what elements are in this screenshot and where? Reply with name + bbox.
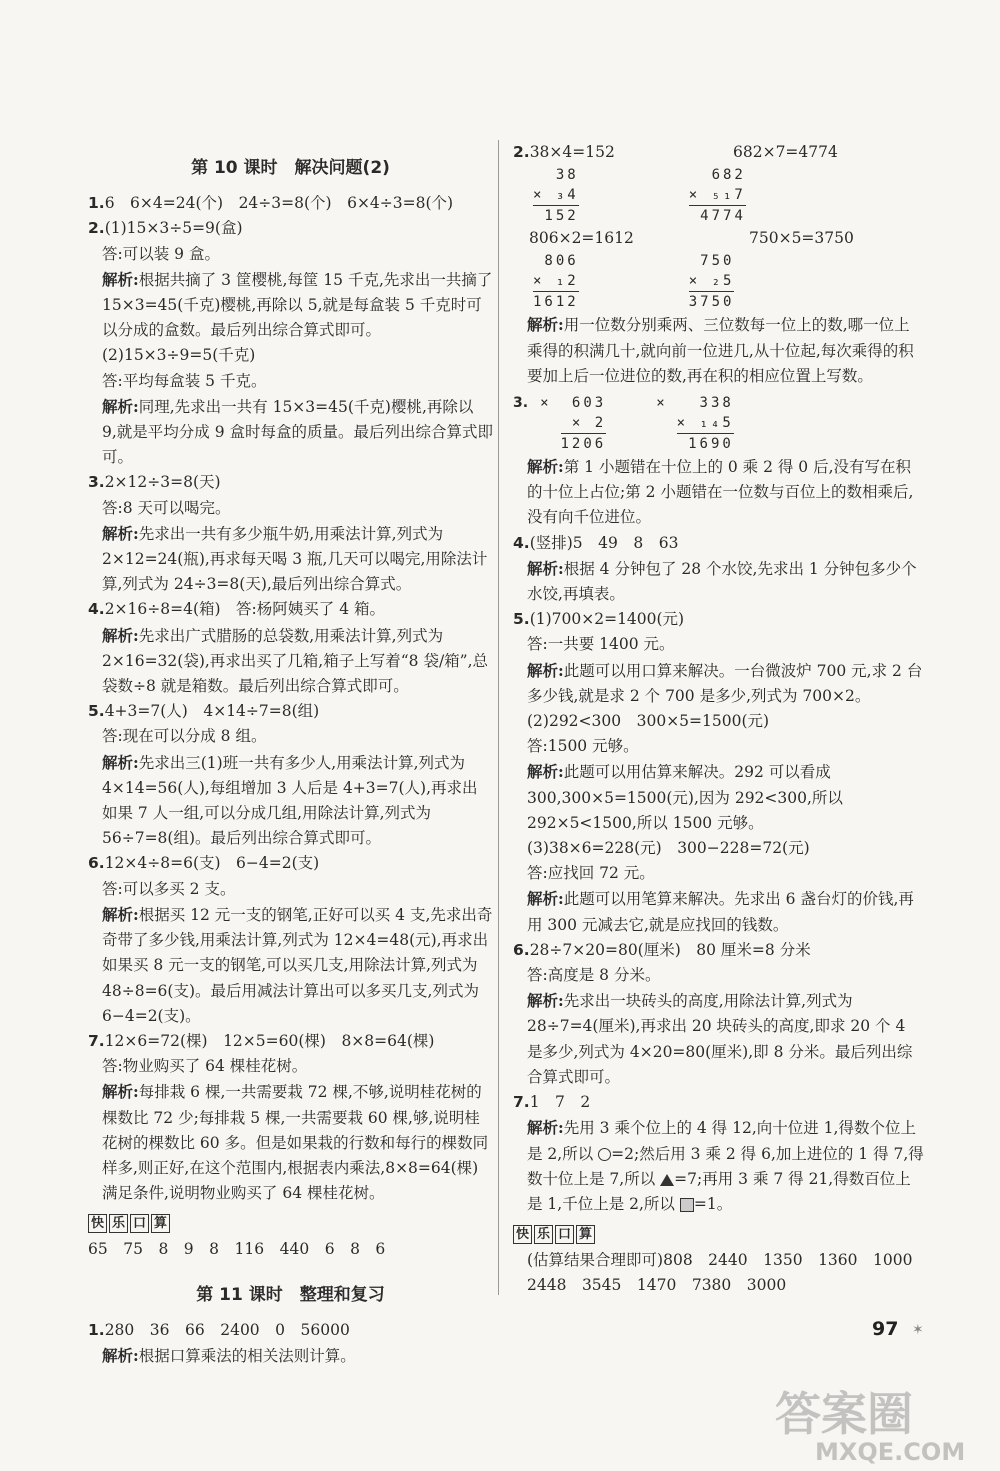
equation: 682×7=4774	[733, 143, 838, 161]
analysis: 解析:根据 4 分钟包了 28 个水饺,先求出 1 分钟包多少个水饺,再填表。	[527, 558, 917, 604]
analysis: 解析:先求出广式腊肠的总袋数,用乘法计算,列式为 2×16=32(袋),再求出买了几箱,箱子上写着“8 袋/箱”,总袋数÷8 就是箱数。最后列出综合算式即可。	[102, 625, 489, 696]
answer-text: 答:高度是 8 分米。	[527, 966, 661, 985]
answer-text: 答:现在可以分成 8 组。	[102, 727, 267, 746]
answer-3: 3. × 603 × 2 1206 × 338 × ₁₄5 1690	[513, 395, 734, 453]
page-number: 97	[872, 1318, 899, 1340]
answer-text: (2)292<300 300×5=1500(元)	[527, 712, 770, 731]
answer-7: 7.1 7 2	[513, 1093, 591, 1112]
answer-text: (2)15×3÷9=5(千克)	[102, 346, 256, 365]
analysis: 解析:此题可以用口算来解决。一台微波炉 700 元,求 2 台多少钱,就是求 2 个 700 是多少,列式为 700×2。	[527, 660, 923, 705]
answer-2: 2.(1)15×3÷5=9(盒)	[88, 219, 243, 238]
analysis: 解析:先求出一共有多少瓶牛奶,用乘法计算,列式为 2×12=24(瓶),再求每天喝 3 瓶,几天可以喝完,用除法计算,列式为 24÷3=8(天),最后列出综合算式。	[102, 523, 488, 594]
answer-text: 答:可以装 9 盒。	[102, 244, 220, 263]
left-column	[88, 150, 493, 1369]
answer-6: 6.28÷7×20=80(厘米) 80 厘米=8 分米	[513, 940, 811, 959]
right-column	[513, 140, 928, 1299]
vertical-calcs-1	[513, 165, 925, 226]
vertical-calcs-2	[513, 251, 925, 312]
answer-text: 答:应找回 72 元。	[527, 864, 655, 883]
vertical-calc: 682 × ₅₁7 4774	[688, 167, 746, 225]
star-icon: ✶	[912, 1322, 924, 1338]
answer-text: 答:8 天可以喝完。	[102, 498, 231, 517]
vertical-calc: 603 × 2 1206	[560, 395, 607, 453]
analysis: 解析:根据口算乘法的相关法则计算。	[102, 1345, 356, 1365]
answer-4: 4.2×16÷8=4(箱) 答:杨阿姨买了 4 箱。	[88, 600, 385, 619]
square-icon	[680, 1198, 694, 1212]
review-answer-1: 1.280 36 66 2400 0 56000	[88, 1320, 350, 1339]
vertical-calc: 338 × ₁₄5 1690	[676, 395, 734, 453]
answer-1: 1.6 6×4=24(个) 24÷3=8(个) 6×4÷3=8(个)	[88, 194, 454, 213]
answer-5: 5.(1)700×2=1400(元)	[513, 610, 685, 629]
analysis: 解析:此题可以用笔算来解决。先求出 6 盏台灯的价钱,再用 300 元减去它,就是应找回的钱数。	[527, 889, 914, 934]
watermark-logo	[770, 1372, 990, 1467]
analysis: 解析:先求出三(1)班一共有多少人,用乘法计算,列式为 4×14=56(人),每组增加 3 人后是 4+3=7(人),再求出如果 7 人一组,可以分成几组,用除法计算,列式为 56÷7=8(组)。最后列出综合算式即可。	[102, 752, 478, 848]
answer-text: 答:一共要 1400 元。	[527, 635, 675, 654]
wrong-mark: ×	[540, 395, 549, 412]
answer-4: 4.(竖排)5 49 8 63	[513, 533, 679, 552]
analysis: 解析:每排栽 6 棵,一共需要栽 72 棵,不够,说明桂花树的棵数比 72 少;每排栽 5 棵,一共需要栽 60 棵,够,说明桂花树的棵数比 60 多。但是如果栽的行数和每行的棵数同样多,则正好,在这个范围内,根据表内乘法,8×8=64(棵)满足条件,说明物业购买了 64 棵桂花树。	[102, 1082, 489, 1203]
answer-7: 7.12×6=72(棵) 12×5=60(棵) 8×8=64(棵)	[88, 1031, 435, 1050]
quick-calc-answers: 65 75 8 9 8 116 440 6 8 6	[88, 1240, 386, 1259]
analysis: 解析:用一位数分别乘两、三位数每一位上的数,哪一位上乘得的积满几十,就向前一位进几,从十位起,每次乘得的积要加上后一位进位的数,再在积的相应位置上写数。	[527, 315, 914, 385]
vertical-calc: 750 × ₂5 3750	[688, 253, 735, 311]
wrong-mark: ×	[656, 395, 665, 412]
svg-text:答案圈: 答案圈	[775, 1387, 913, 1441]
triangle-icon	[660, 1174, 674, 1186]
svg-text:MXQE.COM: MXQE.COM	[815, 1438, 966, 1466]
answer-6: 6.12×4÷8=6(支) 6−4=2(支)	[88, 854, 320, 873]
answer-3: 3.2×12÷3=8(天)	[88, 473, 221, 492]
lesson-11-title: 第 11 课时 整理和复习	[196, 1284, 385, 1305]
lesson-10-title: 第 10 课时 解决问题(2)	[191, 158, 390, 178]
equation: 750×5=3750	[749, 229, 854, 248]
analysis: 解析:根据共摘了 3 筐樱桃,每筐 15 千克,先求出一共摘了 15×3=45(千克)樱桃,再除以 5,就是每盒装 5 千克时可以分成的盒数。最后列出综合算式即可。	[102, 269, 493, 340]
analysis: 解析:同理,先求出一共有 15×3=45(千克)樱桃,再除以 9,就是平均分成 9 盒时每盒的质量。最后列出综合算式即可。	[102, 396, 494, 467]
analysis: 解析:此题可以用估算来解决。292 可以看成300,300×5=1500(元),因为 292<300,所以 292×5<1500,所以 1500 元够。	[527, 762, 843, 832]
answer-text: 答:1500 元够。	[527, 737, 639, 756]
answer-text: (3)38×6=228(元) 300−228=72(元)	[527, 839, 810, 858]
analysis: 解析:先求出一块砖头的高度,用除法计算,列式为 28÷7=4(厘米),再求出 20 块砖头的高度,即求 20 个 4 是多少,列式为 4×20=80(厘米),即 8 分米。最后列出综合算式即可。	[527, 991, 913, 1086]
vertical-calc: 38 × ₃4 152	[533, 167, 579, 225]
analysis: 解析:第 1 小题错在十位上的 0 乘 2 得 0 后,没有写在积的十位上占位;第 2 小题错在一位数与百位上的数相乘后,没有向千位进位。	[527, 457, 914, 527]
quick-calc-label: 快 乐 口 算	[88, 1214, 493, 1233]
quick-calc-answers: (估算结果合理即可)808 2440 1350 1360 1000 2448 3545 1470 7380 3000	[527, 1251, 928, 1295]
answer-5: 5.4+3=7(人) 4×14÷7=8(组)	[88, 702, 320, 721]
answer-text: 答:可以多买 2 支。	[102, 879, 236, 898]
analysis: 解析:先用 3 乘个位上的 4 得 12,向十位进 1,得数个位上是 2,所以 =2;然后用 3 乘 2 得 6,加上进位的 1 得 7,得数十位上是 7,所以 =7;再用 3 乘 7 得 21,得数百位上是 1,千位上是 2,所以 =1。	[527, 1118, 924, 1213]
circle-icon	[598, 1148, 611, 1161]
analysis: 解析:根据买 12 元一支的钢笔,正好可以买 4 支,先求出奇奇带了多少钱,用乘法计算,列式为 12×4=48(元),再求出如果买 8 元一支的钢笔,可以买几支,用除法计算,列式为 48÷8=6(支)。最后用减法计算出可以多买几支,列式为 6−4=2(支)。	[102, 904, 493, 1025]
equation: 806×2=1612	[529, 229, 634, 248]
vertical-calc: 806 × ₁2 1612	[533, 253, 579, 311]
answer-text: 答:平均每盒装 5 千克。	[102, 371, 267, 390]
quick-calc-label: 快 乐 口 算	[513, 1225, 925, 1244]
answer-2-row1: 2.38×4=152 682×7=4774	[513, 140, 925, 165]
answer-text: 答:物业购买了 64 棵桂花树。	[102, 1057, 308, 1076]
column-divider	[498, 140, 499, 1295]
answer-2-row2	[513, 226, 925, 251]
